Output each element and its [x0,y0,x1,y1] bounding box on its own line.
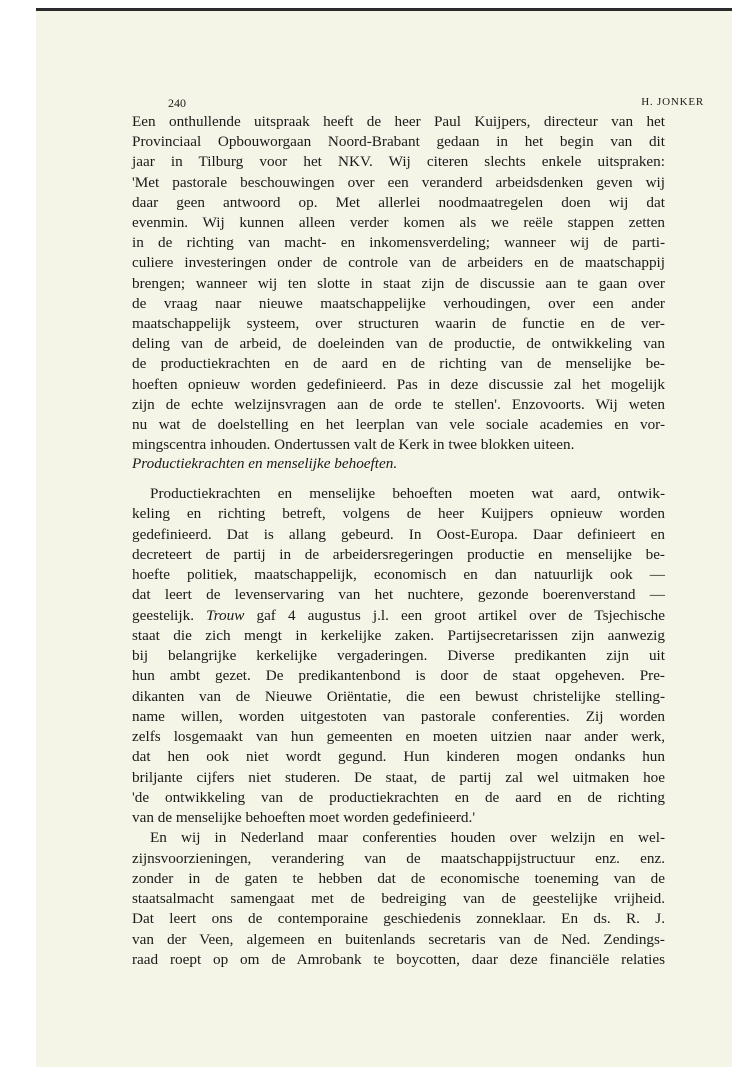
text-line: decreteert de partij in de arbeidersregeringen productie en menselijke be- [132,545,665,563]
text-line: maatschappelijk systeem, over structuren waarin de functie en de ver- [132,315,665,333]
text-line: En wij in Nederland maar conferenties houden over welzijn en wel- [150,829,665,847]
text-line: hoefte politiek, maatschappelijk, economisch en dan natuurlijk ook — [132,566,665,583]
text-line: dat hen ook niet wordt gegund. Hun kinderen mogen ondanks hun [132,748,665,766]
text-line: Een onthullende uitspraak heeft de heer Paul Kuijpers, directeur van het [132,113,665,130]
text-line: evenmin. Wij kunnen alleen verder komen als we reële stappen zetten [132,214,665,232]
text-line: nu wat de doelstelling en het leerplan van vele sociale academies en vor- [132,416,665,434]
text-line: mingscentra inhouden. Ondertussen valt de Kerk in twee blokken uiteen. [132,436,575,454]
page-number: 240 [168,96,186,110]
text-line: 'de ontwikkeling van de productiekrachten en de aard en de richting [132,788,665,806]
text-line: hoeften opnieuw worden gedefinieerd. Pas in deze discussie zal het mogelijk [132,375,665,393]
text-line-mixed [132,606,665,626]
text-line: daar geen antwoord op. Met allerlei noodmaatregelen doen wij dat [132,193,665,211]
text-line: brengen; wanneer wij ten slotte in staat zijn de discussie aan te gaan over [132,274,665,292]
text-line: briljante cijfers niet studeren. De staat, de partij zal wel uitmaken hoe [132,768,665,786]
running-head-author: H. JONKER [641,96,704,108]
text-line: de productiekrachten en de aard en de richting van de menselijke be- [132,355,665,373]
text-line: raad roept op om de Amrobank te boycotten, daar deze financiële relaties [132,950,665,968]
text-segment: gaf 4 augustus j.l. een groot artikel over de Tsjechische [256,606,666,624]
text-line: Provinciaal Opbouworgaan Noord-Brabant gedaan in het begin van dit [132,133,665,151]
text-line: van de menselijke behoeften moet worden gedefinieerd.' [132,809,476,826]
text-line: de vraag naar nieuwe maatschappelijke verhoudingen, over een ander [132,294,665,312]
text-line: zijn de echte welzijnsvragen aan de orde te stellen'. Enzovoorts. Wij weten [132,395,665,413]
text-line: van der Veen, algemeen en buitenlands secretaris van de Ned. Zendings- [132,930,665,948]
text-line: name willen, worden uitgestoten van pastorale conferenties. Zij worden [132,707,665,725]
text-line: staatsalmacht samengaat met de bedreiging van de geestelijke vrijheid. [132,890,665,907]
text-line: zijnsvoorzieningen, verandering van de maatschappijstructuur enz. enz. [132,849,665,867]
paragraph-intro [132,112,665,455]
paragraph-body [132,484,665,970]
text-line: jaar in Tilburg voor het NKV. Wij citeren slechts enkele uitspraken: [132,153,665,171]
text-line: hun ambt gezet. De predikantenbond is door de staat opgeheven. Pre- [132,667,665,685]
newspaper-title: Trouw [206,606,245,624]
text-line: staat die zich mengt in kerkelijke zaken. Partijsecretarissen zijn aanwezig [132,626,665,644]
text-line: bij belangrijke kerkelijke vergaderingen. Diverse predikanten zijn uit [132,647,665,664]
text-line: zonder in de gaten te hebben dat de economische toeneming van de [132,869,665,887]
text-line: deling van de arbeid, de doeleinden van de productie, de ontwikkeling van [132,335,665,353]
text-segment: geestelijk. [132,606,194,624]
text-line: Dat leert ons de contemporaine geschiedenis zonneklaar. En ds. R. J. [132,910,665,928]
text-line: in de richting van macht- en inkomensverdeling; wanneer wij de parti- [132,234,665,252]
section-heading: Productiekrachten en menselijke behoeften. [132,455,398,472]
text-line: keling en richting betreft, volgens de heer Kuijpers opnieuw worden [132,505,665,523]
text-line: culiere investeringen onder de controle van de arbeiders en de maatschappij [132,254,665,272]
text-line: gedefinieerd. Dat is allang gebeurd. In Oost-Europa. Daar definieert en [132,525,665,543]
text-line: zelfs losgemaakt van hun gemeenten en moeten uitzien naar ander werk, [132,728,665,745]
text-line: dikanten van de Nieuwe Oriëntatie, die een bewust christelijke stelling- [132,687,665,705]
text-line: 'Met pastorale beschouwingen over een veranderd arbeidsdenken geven wij [132,173,665,191]
text-line: dat leert de levenservaring van het nuchtere, gezonde boerenverstand — [132,586,665,604]
text-line: Productiekrachten en menselijke behoeften moeten wat aard, ontwik- [150,485,665,502]
